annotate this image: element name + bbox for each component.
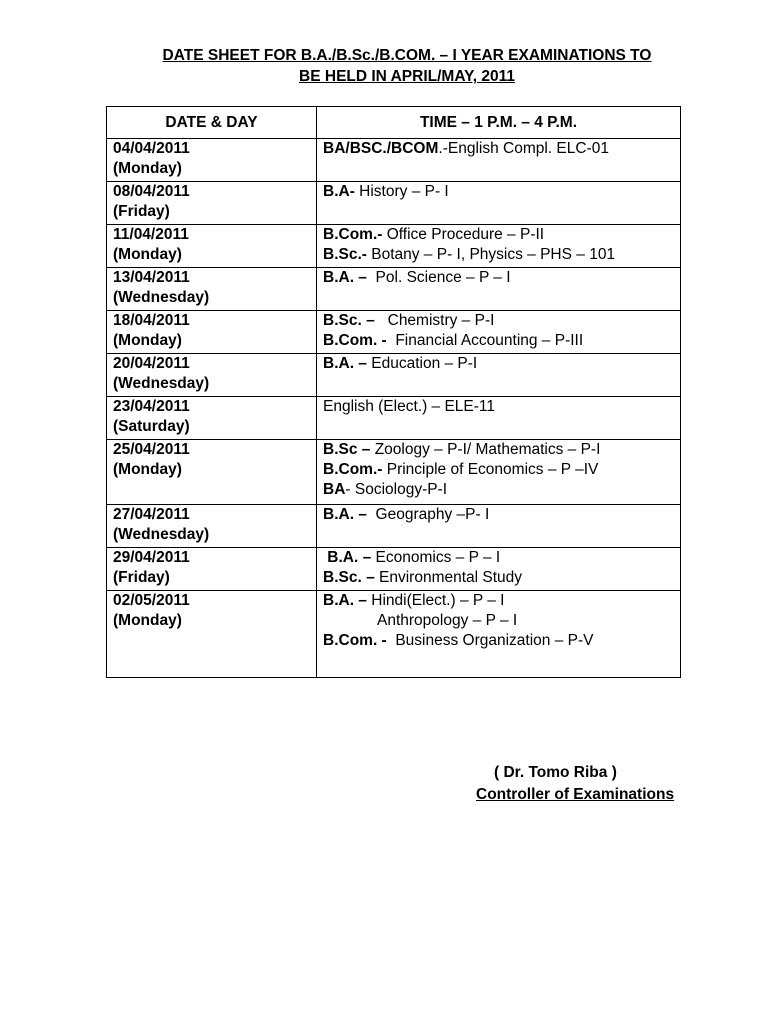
subject-text: Chemistry – P-I bbox=[374, 312, 495, 329]
subject-text: Principle of Economics – P –IV bbox=[382, 461, 599, 478]
exam-subjects-cell bbox=[317, 139, 681, 182]
exam-date: 04/04/2011 bbox=[113, 140, 190, 157]
signature-block bbox=[470, 762, 710, 806]
subject-line bbox=[323, 460, 680, 480]
subject-text: Business Organization – P-V bbox=[386, 632, 594, 649]
course-label: B.Com.- bbox=[323, 226, 383, 243]
exam-date: 23/04/2011 bbox=[113, 398, 190, 415]
subject-line bbox=[323, 331, 680, 351]
exam-date: 02/05/2011 bbox=[113, 592, 190, 609]
exam-day: (Friday) bbox=[113, 569, 170, 586]
exam-date-cell bbox=[107, 354, 317, 397]
exam-date: 11/04/2011 bbox=[113, 226, 189, 243]
subject-text: Anthropology – P – I bbox=[377, 612, 518, 629]
table-row bbox=[107, 505, 681, 548]
exam-subjects-cell bbox=[317, 397, 681, 440]
course-label: B.A. – bbox=[323, 269, 367, 286]
exam-date: 29/04/2011 bbox=[113, 549, 190, 566]
exam-day: (Saturday) bbox=[113, 418, 190, 435]
exam-day: (Wednesday) bbox=[113, 526, 210, 543]
course-label: B.A. – bbox=[323, 506, 367, 523]
course-label: BA bbox=[323, 481, 346, 498]
subject-line bbox=[323, 611, 680, 631]
exam-subjects-cell bbox=[317, 440, 681, 505]
table-row bbox=[107, 182, 681, 225]
subject-text: Economics – P – I bbox=[371, 549, 501, 566]
subject-line bbox=[323, 440, 680, 460]
course-label: B.Sc – bbox=[323, 441, 371, 458]
exam-subjects-cell bbox=[317, 548, 681, 591]
course-label: B.Com.- bbox=[323, 461, 383, 478]
course-label: B.Sc. – bbox=[323, 569, 375, 586]
exam-date-cell bbox=[107, 182, 317, 225]
exam-date-cell bbox=[107, 505, 317, 548]
subject-line bbox=[323, 631, 680, 651]
exam-date: 13/04/2011 bbox=[113, 269, 190, 286]
table-header-row bbox=[107, 107, 681, 139]
subject-line bbox=[323, 245, 680, 265]
course-label: B.A. – bbox=[323, 592, 367, 609]
exam-date-cell bbox=[107, 225, 317, 268]
table-row bbox=[107, 268, 681, 311]
subject-text: Environmental Study bbox=[374, 569, 523, 586]
signatory-role: Controller of Examinations bbox=[476, 786, 675, 803]
exam-day: (Wednesday) bbox=[113, 375, 210, 392]
header-date-day: DATE & DAY bbox=[107, 107, 317, 139]
exam-date: 18/04/2011 bbox=[113, 312, 190, 329]
header-time: TIME – 1 P.M. – 4 P.M. bbox=[317, 107, 681, 139]
exam-subjects-cell bbox=[317, 268, 681, 311]
exam-subjects-cell bbox=[317, 591, 681, 678]
exam-day: (Wednesday) bbox=[113, 289, 210, 306]
table-body bbox=[107, 139, 681, 678]
subject-line bbox=[323, 505, 680, 525]
exam-day: (Monday) bbox=[113, 160, 182, 177]
course-label: BA/BSC./BCOM bbox=[323, 140, 439, 157]
subject-text: Financial Accounting – P-III bbox=[386, 332, 584, 349]
subject-text: English (Elect.) – ELE-11 bbox=[323, 398, 496, 415]
subject-line bbox=[323, 354, 680, 374]
subject-text: Office Procedure – P-II bbox=[382, 226, 545, 243]
exam-subjects-cell bbox=[317, 225, 681, 268]
subject-line bbox=[323, 397, 680, 417]
exam-date: 27/04/2011 bbox=[113, 506, 190, 523]
table-row bbox=[107, 139, 681, 182]
subject-text: Geography –P- I bbox=[366, 506, 490, 523]
exam-day: (Monday) bbox=[113, 612, 182, 629]
exam-date-cell bbox=[107, 440, 317, 505]
exam-date-cell bbox=[107, 311, 317, 354]
exam-date-cell bbox=[107, 397, 317, 440]
exam-date-cell bbox=[107, 591, 317, 678]
subject-text: Hindi(Elect.) – P – I bbox=[366, 592, 505, 609]
subject-text: - Sociology-P-I bbox=[345, 481, 448, 498]
table-row bbox=[107, 397, 681, 440]
exam-subjects-cell bbox=[317, 182, 681, 225]
exam-date-cell bbox=[107, 268, 317, 311]
title-line-2: BE HELD IN APRIL/MAY, 2011 bbox=[299, 68, 515, 85]
table-row bbox=[107, 354, 681, 397]
exam-date: 08/04/2011 bbox=[113, 183, 190, 200]
course-label: B.A- bbox=[323, 183, 355, 200]
subject-line bbox=[323, 225, 680, 245]
exam-day: (Monday) bbox=[113, 332, 182, 349]
course-label: B.A. – bbox=[323, 355, 367, 372]
table-row bbox=[107, 591, 681, 678]
exam-day: (Monday) bbox=[113, 246, 182, 263]
subject-line bbox=[323, 182, 680, 202]
subject-line bbox=[323, 480, 680, 500]
course-label: B.Sc. – bbox=[323, 312, 375, 329]
subject-line bbox=[323, 311, 680, 331]
table-row bbox=[107, 548, 681, 591]
subject-line bbox=[323, 548, 680, 568]
signatory-name: ( Dr. Tomo Riba ) bbox=[494, 764, 617, 781]
exam-subjects-cell bbox=[317, 354, 681, 397]
document-title bbox=[100, 45, 714, 87]
date-sheet-table bbox=[106, 106, 681, 678]
course-label: B.Com. - bbox=[323, 332, 387, 349]
table-row bbox=[107, 440, 681, 505]
subject-line bbox=[323, 591, 680, 611]
exam-date-cell bbox=[107, 548, 317, 591]
course-label: B.A. – bbox=[323, 549, 372, 566]
exam-date: 25/04/2011 bbox=[113, 441, 190, 458]
subject-line bbox=[323, 568, 680, 588]
subject-text: Botany – P- I, Physics – PHS – 101 bbox=[366, 246, 616, 263]
table-row bbox=[107, 225, 681, 268]
subject-text: .-English Compl. ELC-01 bbox=[438, 140, 609, 157]
exam-subjects-cell bbox=[317, 311, 681, 354]
course-label: B.Com. - bbox=[323, 632, 387, 649]
table-row bbox=[107, 311, 681, 354]
subject-line bbox=[323, 139, 680, 159]
exam-day: (Friday) bbox=[113, 203, 170, 220]
subject-text: Zoology – P-I/ Mathematics – P-I bbox=[370, 441, 601, 458]
title-line-1: DATE SHEET FOR B.A./B.Sc./B.COM. – I YEAR EXAMINATIONS TO bbox=[162, 47, 652, 64]
subject-text: Pol. Science – P – I bbox=[366, 269, 511, 286]
course-label: B.Sc.- bbox=[323, 246, 367, 263]
exam-subjects-cell bbox=[317, 505, 681, 548]
exam-date-cell bbox=[107, 139, 317, 182]
exam-day: (Monday) bbox=[113, 461, 182, 478]
subject-line bbox=[323, 268, 680, 288]
subject-text: Education – P-I bbox=[366, 355, 478, 372]
exam-date: 20/04/2011 bbox=[113, 355, 190, 372]
subject-text: History – P- I bbox=[354, 183, 449, 200]
